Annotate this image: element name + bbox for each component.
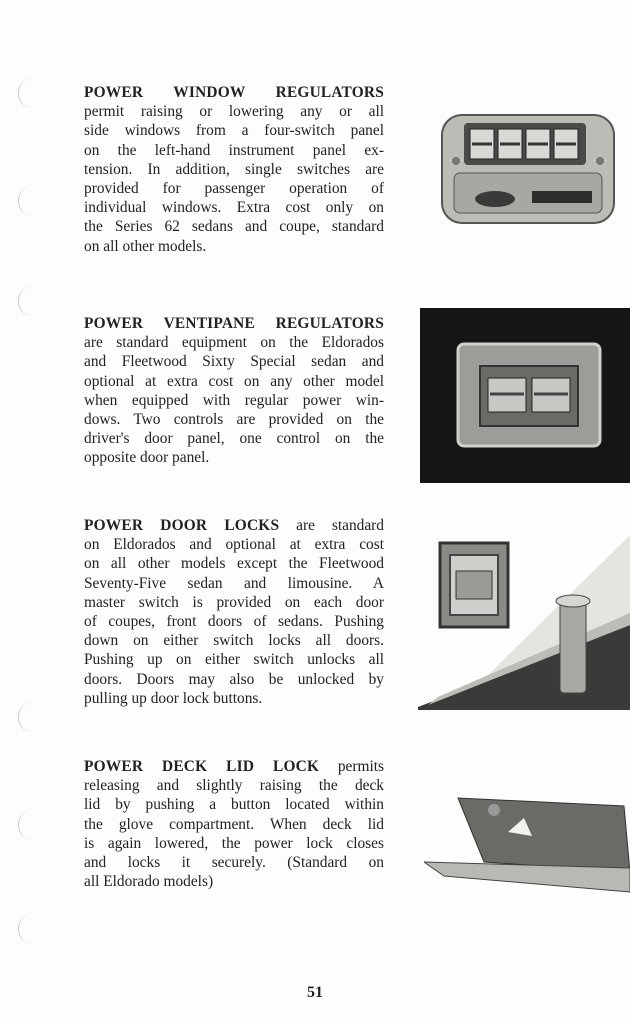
body-text-line: the Series 62 sedans and coupe, standard — [84, 218, 384, 236]
body-text: are standard — [296, 517, 384, 534]
section-heading: POWER VENTIPANE REGULATORS — [84, 315, 384, 332]
body-text-line: driver's door panel, one control on the — [84, 430, 384, 448]
body-text-line: and locks it securely. (Standard on — [84, 854, 384, 872]
body-text-line: and Fleetwood Sixty Special sedan and — [84, 353, 384, 371]
punch-hole — [18, 286, 45, 316]
body-text-line: doors. Doors may also be unlocked by — [84, 670, 384, 688]
door-lock-switch-photo — [418, 535, 630, 710]
section-power-ventipane-regulators — [84, 314, 384, 468]
section-power-deck-lid-lock — [84, 757, 384, 891]
body-text-line: side windows from a four-switch panel — [84, 122, 384, 140]
glove-compartment-photo — [424, 792, 630, 894]
body-text-line: Pushing up on either switch unlocks all — [84, 651, 384, 669]
body-text-line: permit raising or lowering any or all — [84, 103, 384, 121]
punch-hole — [18, 186, 45, 216]
body-text-line: tension. In addition, single switches are — [84, 160, 384, 178]
body-text-line: individual windows. Extra cost only on — [84, 199, 384, 217]
section-heading: POWER DOOR LOCKS — [84, 517, 280, 534]
section-power-door-locks — [84, 516, 384, 708]
window-switch-panel-photo — [440, 113, 616, 225]
ventipane-switch-photo — [420, 308, 630, 483]
body-text: permits — [337, 758, 384, 775]
section-heading: POWER WINDOW REGULATORS — [84, 84, 384, 101]
punch-hole — [18, 78, 45, 108]
body-text-line: down on either switch locks all doors. — [84, 632, 384, 650]
body-text-line: master switch is provided on each door — [84, 593, 384, 611]
body-text-line — [84, 516, 384, 535]
body-text-line: Seventy-Five sedan and limousine. A — [84, 574, 384, 592]
page-number: 51 — [307, 984, 323, 1001]
body-text-line: lid by pushing a button located within — [84, 796, 384, 814]
body-text-line: dows. Two controls are provided on the — [84, 411, 384, 429]
body-text-line: on all other models except the Fleetwood — [84, 555, 384, 573]
punch-hole — [18, 810, 45, 840]
body-text-line: opposite door panel. — [84, 449, 210, 467]
punch-hole — [18, 914, 45, 944]
body-text-line: of coupes, front doors of sedans. Pushing — [84, 613, 384, 631]
punch-hole — [18, 702, 45, 732]
section-heading: POWER DECK LID LOCK — [84, 758, 320, 775]
body-text-line: on the left-hand instrument panel ex- — [84, 141, 384, 159]
body-text-line: are standard equipment on the Eldorados — [84, 334, 384, 352]
body-text-line: provided for passenger operation of — [84, 180, 384, 198]
section-power-window-regulators — [84, 83, 384, 256]
body-text-line: pulling up door lock buttons. — [84, 689, 263, 707]
body-text-line — [84, 757, 384, 776]
body-text-line: on all other models. — [84, 237, 207, 255]
body-text-line: on Eldorados and optional at extra cost — [84, 536, 384, 554]
body-text-line: all Eldorado models) — [84, 873, 214, 891]
body-text-line: optional at extra cost on any other model — [84, 372, 384, 390]
body-text-line: the glove compartment. When deck lid — [84, 815, 384, 833]
body-text-line: is again lowered, the power lock closes — [84, 834, 384, 852]
body-text-line: releasing and slightly raising the deck — [84, 777, 384, 795]
body-text-line: when equipped with regular power win- — [84, 391, 384, 409]
